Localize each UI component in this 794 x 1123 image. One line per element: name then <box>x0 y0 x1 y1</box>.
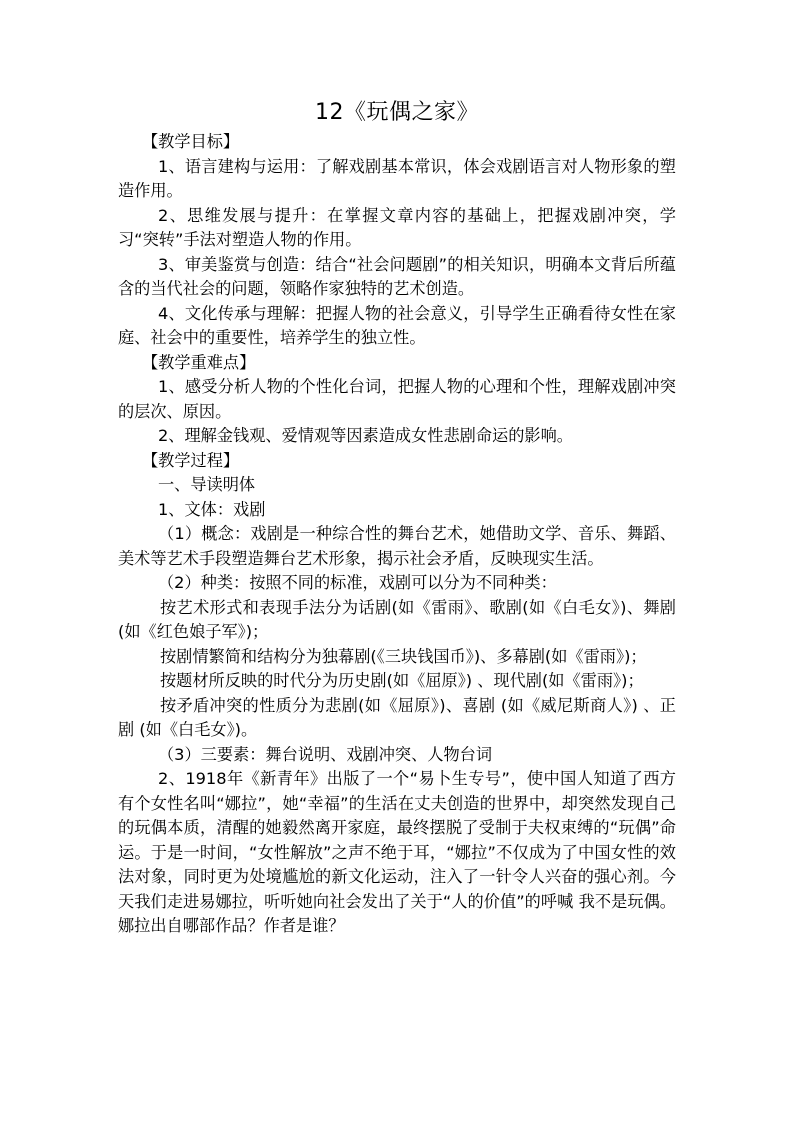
drama-types-paragraph: （2）种类：按照不同的标准，戏剧可以分为不同种类： <box>158 573 557 592</box>
objective-item-2: 2、思维发展与提升：在掌握文章内容的基础上，把握戏剧冲突，学习“突转”手法对塑造人物的作用。 <box>118 205 676 249</box>
section-heading-process: 【教学过程】 <box>142 450 240 470</box>
drama-type-by-era: 按题材所反映的时代分为历史剧(如《屈原》) 、现代剧(如《雷雨》)； <box>160 671 644 690</box>
genre-heading: 1、文体：戏剧 <box>158 499 266 519</box>
objective-item-4: 4、文化传承与理解：把握人物的社会意义，引导学生正确看待女性在家庭、社会中的重要性，培养学生的独立性。 <box>118 303 676 347</box>
drama-concept-paragraph: （1）概念：戏剧是一种综合性的舞台艺术，她借助文学、音乐、舞蹈、美术等艺术手段塑造舞台艺术形象，揭示社会矛盾，反映现实生活。 <box>118 524 676 568</box>
drama-elements-paragraph: （3）三要素：舞台说明、戏剧冲突、人物台词 <box>158 744 493 764</box>
key-point-item-1: 1、感受分析人物的个性化台词，把握人物的心理和个性，理解戏剧冲突的层次、原因。 <box>118 377 676 421</box>
document-body <box>118 130 676 939</box>
objective-item-1: 1、语言建构与运用：了解戏剧基本常识，体会戏剧语言对人物形象的塑造作用。 <box>118 156 676 200</box>
document-title: 12《玩偶之家》 <box>315 100 479 125</box>
section-heading-objectives: 【教学目标】 <box>142 132 240 151</box>
drama-type-by-structure: 按剧情繁简和结构分为独幕剧(《三块钱国币》)、多幕剧(如《雷雨》)； <box>160 646 647 666</box>
drama-type-by-conflict: 按矛盾冲突的性质分为悲剧(如《屈原》)、喜剧 (如《威尼斯商人》) 、正剧 (如《白毛女》)。 <box>118 695 676 739</box>
key-point-item-2: 2、理解金钱观、爱情观等因素造成女性悲剧命运的影响。 <box>158 426 573 445</box>
objective-item-3: 3、审美鉴赏与创造：结合“社会问题剧”的相关知识，明确本文背后所蕴含的当代社会的问题，领略作家独特的艺术创造。 <box>118 254 676 298</box>
process-step-heading: 一、导读明体 <box>158 475 256 494</box>
section-heading-key-points: 【教学重难点】 <box>142 352 256 372</box>
nora-background-paragraph: 2、1918年《新青年》出版了一个“易卜生专号”，使中国人知道了西方有个女性名叫“娜拉”，她“幸福”的生活在丈夫创造的世界中，却突然发现自己的玩偶本质，清醒的她毅然离开家庭，最终摆脱了受制于夫权束缚的“玩偶”命运。于是一时间，“女性解放”之声不绝于耳，“娜拉”不仅成为了中国女性的效法对象，同时更为处境尴尬的新文化运动，注入了一针令人兴奋的强心剂。今天我们走进易娜拉，听听她向社会发出了关于“人的价值”的呼喊 我不是玩偶。娜拉出自哪部作品？作者是谁？ <box>118 769 676 935</box>
drama-type-by-form: 按艺术形式和表现手法分为话剧(如《雷雨》、歌剧(如《白毛女》)、舞剧(如《红色娘子军》)； <box>118 597 676 641</box>
